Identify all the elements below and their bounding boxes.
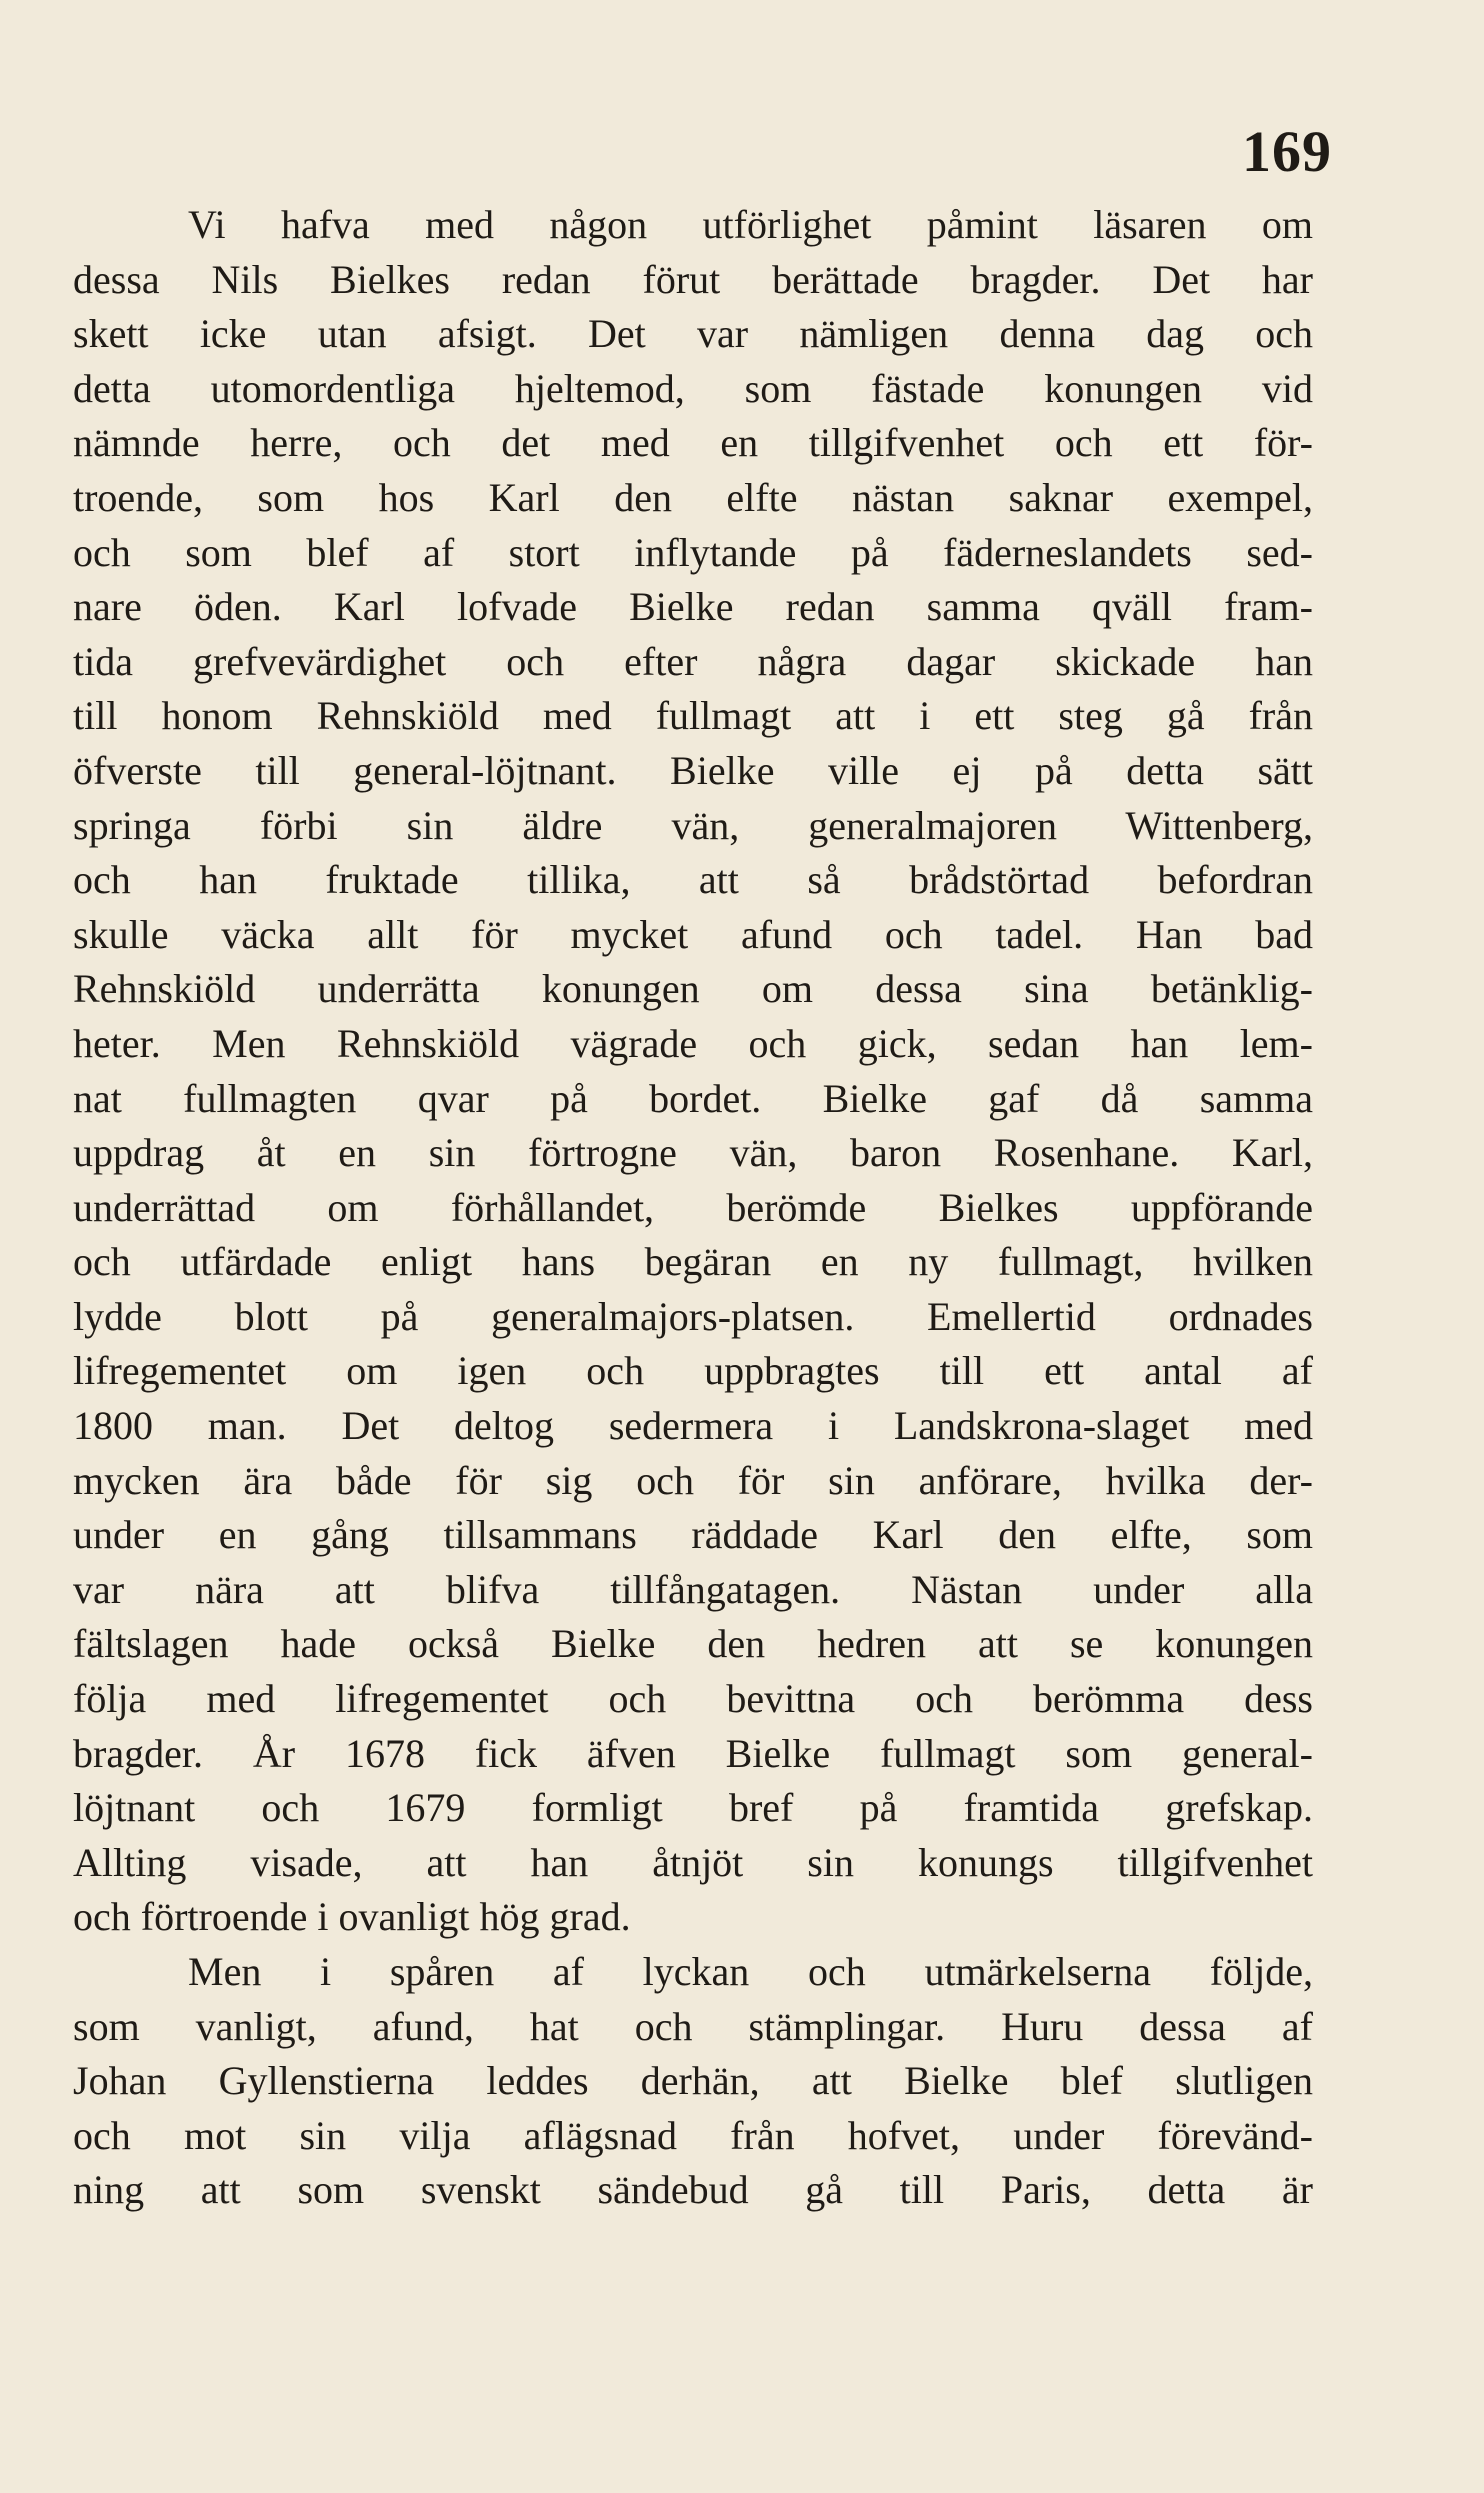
text-line: troende, som hos Karl den elfte nästan saknar exempel, <box>73 474 1313 520</box>
text-line: som vanligt, afund, hat och stämplingar. Huru dessa af <box>73 2003 1313 2049</box>
text-line: mycken ära både för sig och för sin anförare, hvilka der- <box>73 1457 1313 1503</box>
text-line: Allting visade, att han åtnjöt sin konungs tillgifvenhet <box>73 1839 1313 1885</box>
text-line: fältslagen hade också Bielke den hedren att se konungen <box>73 1621 1313 1667</box>
text-line: nämnde herre, och det med en tillgifvenhet och ett för- <box>73 420 1313 466</box>
text-line: öfverste till general-löjtnant. Bielke ville ej på detta sätt <box>73 747 1313 793</box>
text-line: detta utomordentliga hjeltemod, som fästade konungen vid <box>73 365 1313 411</box>
text-line: bragder. År 1678 fick äfven Bielke fullmagt som general- <box>73 1730 1313 1776</box>
text-line: ning att som svenskt sändebud gå till Paris, detta är <box>73 2167 1313 2213</box>
text-line: 1800 man. Det deltog sedermera i Landskrona-slaget med <box>73 1403 1313 1449</box>
text-line: skulle väcka allt för mycket afund och tadel. Han bad <box>73 911 1313 957</box>
page-number: 169 <box>1242 119 1332 184</box>
text-line: nat fullmagten qvar på bordet. Bielke gaf då samma <box>73 1075 1313 1121</box>
text-line: lydde blott på generalmajors-platsen. Emellertid ordnades <box>73 1293 1313 1339</box>
text-line: och han fruktade tillika, att så brådstörtad befordran <box>73 857 1313 903</box>
text-line: dessa Nils Bielkes redan förut berättade bragder. Det har <box>73 256 1313 302</box>
text-line: nare öden. Karl lofvade Bielke redan samma qväll fram- <box>73 584 1313 630</box>
text-line: springa förbi sin äldre vän, generalmajoren Wittenberg, <box>73 802 1313 848</box>
text-line: Men i spåren af lyckan och utmärkelserna följde, <box>188 1949 1313 1994</box>
text-line: var nära att blifva tillfångatagen. Nästan under alla <box>73 1566 1313 1612</box>
text-line: underrättad om förhållandet, berömde Bielkes uppförande <box>73 1184 1313 1230</box>
text-line: och mot sin vilja aflägsnad från hofvet, under förevänd- <box>73 2112 1313 2158</box>
text-line: heter. Men Rehnskiöld vägrade och gick, sedan han lem- <box>73 1020 1313 1066</box>
text-line: skett icke utan afsigt. Det var nämligen denna dag och <box>73 311 1313 357</box>
text-line: och utfärdade enligt hans begäran en ny fullmagt, hvilken <box>73 1239 1313 1285</box>
text-line: lifregementet om igen och uppbragtes till ett antal af <box>73 1348 1313 1394</box>
text-line: löjtnant och 1679 formligt bref på framtida grefskap. <box>73 1785 1313 1831</box>
text-line: Johan Gyllenstierna leddes derhän, att Bielke blef slutligen <box>73 2058 1313 2104</box>
text-line: Rehnskiöld underrätta konungen om dessa sina betänklig- <box>73 966 1313 1012</box>
text-line: tida grefvevärdighet och efter några dagar skickade han <box>73 638 1313 684</box>
text-line: och som blef af stort inflytande på fäderneslandets sed- <box>73 529 1313 575</box>
body-text <box>73 198 1313 2218</box>
text-line: Vi hafva med någon utförlighet påmint läsaren om <box>188 202 1313 247</box>
text-line: under en gång tillsammans räddade Karl den elfte, som <box>73 1512 1313 1558</box>
text-line: och förtroende i ovanligt hög grad. <box>73 1894 631 1940</box>
text-line: följa med lifregementet och bevittna och berömma dess <box>73 1676 1313 1722</box>
text-line: uppdrag åt en sin förtrogne vän, baron Rosenhane. Karl, <box>73 1130 1313 1176</box>
text-line: till honom Rehnskiöld med fullmagt att i ett steg gå från <box>73 693 1313 739</box>
